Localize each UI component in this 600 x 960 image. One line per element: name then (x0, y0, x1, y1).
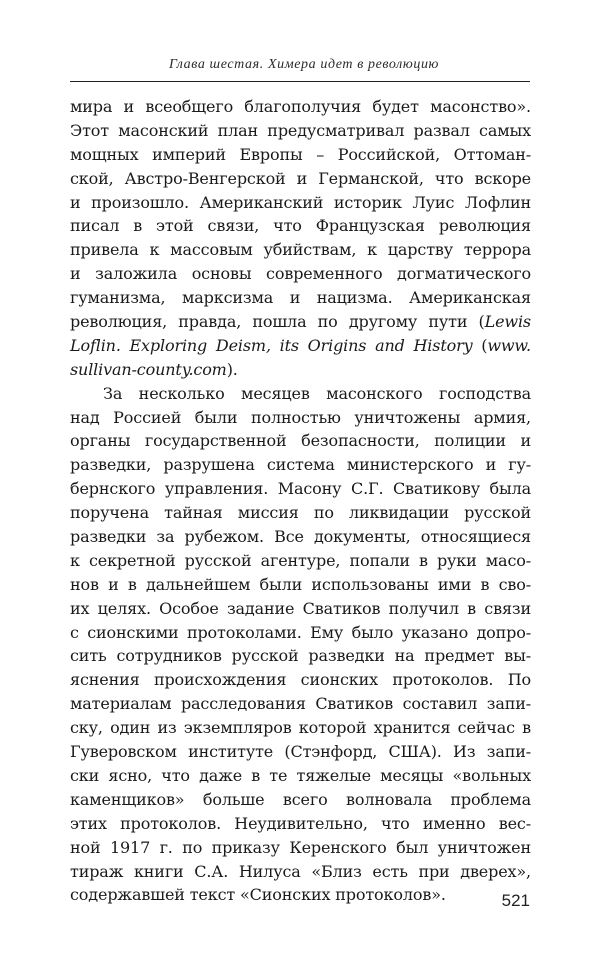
citation-italic: Loflin. Exploring Deism, its Origins and History (70, 335, 473, 355)
text-line: Этот масонский план предусматривал развал самых (70, 120, 531, 140)
citation-italic: sullivan-county.com (70, 359, 227, 379)
text-line: сить сотрудников русской разведки на предмет вы- (70, 646, 531, 666)
text-line: яснения происхождения сионских протоколов. По (70, 670, 531, 690)
body-text (70, 95, 531, 907)
text-line: гуманизма, марксизма и нацизма. Американская (70, 288, 531, 308)
text-line: этих протоколов. Неудивительно, что именно вес- (70, 813, 531, 833)
text-line: ску, один из экземпляров которой хранится сейчас в (70, 718, 531, 738)
text-line: Loflin. Exploring Deism, its Origins and History (www. (70, 335, 531, 355)
text-line: ской, Австро-Венгерской и Германской, что вскоре (70, 168, 531, 188)
citation-italic: Lewis (484, 312, 531, 332)
text-line: нов и в дальнейшем были использованы ими в сво- (70, 574, 531, 594)
running-head: Глава шестая. Химера идет в революцию (168, 57, 440, 72)
text-line: поручена тайная миссия по ликвидации русской (70, 503, 531, 523)
text-line: Гуверовском институте (Стэнфорд, США). Из запи- (70, 742, 531, 762)
text-line: sullivan-county.com). (70, 359, 238, 379)
text-line: писал в этой связи, что Французская революция (70, 216, 531, 236)
text-line: бернского управления. Масону С.Г. Сватикову была (70, 479, 531, 499)
text-line: революция, правда, пошла по другому пути (Lewis (70, 312, 531, 332)
text-line: ски ясно, что даже в те тяжелые месяцы «вольных (70, 765, 531, 785)
citation-italic: www. (487, 335, 531, 355)
text-line: каменщиков» больше всего волновала проблема (70, 789, 531, 809)
paragraph (70, 95, 531, 382)
header-rule (70, 81, 530, 82)
text-line: разведки, разрушена система министерского и гу- (70, 455, 531, 475)
text-line: с сионскими протоколами. Ему было указано допро- (70, 622, 531, 642)
text-line: разведки за рубежом. Все документы, относящиеся (70, 527, 531, 547)
text-line: и произошло. Американский историк Луис Лофлин (70, 192, 531, 212)
text-line: и заложила основы современного догматического (70, 264, 531, 284)
text-line: мощных империй Европы – Российской, Оттоман- (70, 144, 531, 164)
text-line: к секретной русской агентуре, попали в руки масо- (70, 550, 531, 570)
paragraph (70, 382, 531, 908)
text-line: ной 1917 г. по приказу Керенского был уничтожен (70, 837, 531, 857)
text-line: их целях. Особое задание Сватиков получил в связи (70, 598, 531, 618)
text-line: мира и всеобщего благополучия будет масонство». (70, 97, 531, 116)
text-line: органы государственной безопасности, полиции и (70, 431, 531, 451)
text-line: материалам расследования Сватиков составил запи- (70, 694, 531, 714)
text-line: содержавшей текст «Сионских протоколов». (70, 885, 446, 905)
page-number: 521 (501, 891, 530, 910)
text-line: За несколько месяцев масонского господства (103, 383, 531, 403)
text-line: над Россией были полностью уничтожены армия, (70, 407, 531, 427)
text-line: привела к массовым убийствам, к царству террора (70, 240, 531, 260)
text-line: тираж книги С.А. Нилуса «Близ есть при дверех», (70, 861, 531, 881)
